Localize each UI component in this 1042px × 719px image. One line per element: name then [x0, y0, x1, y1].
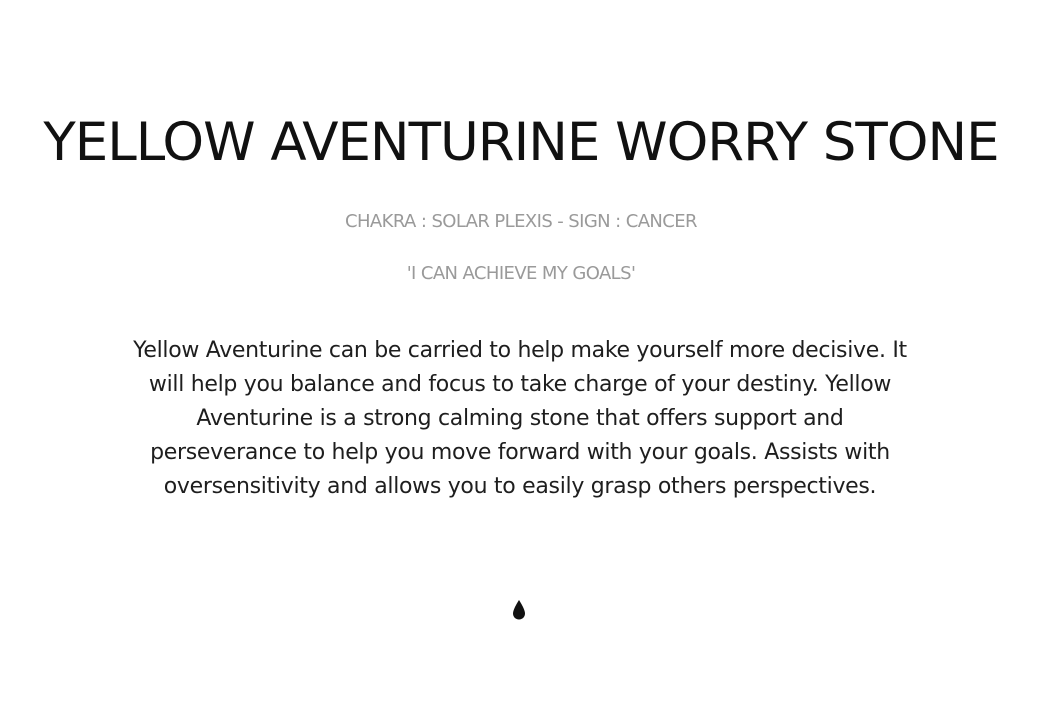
water-drop-icon — [511, 598, 527, 622]
affirmation-text: 'I CAN ACHIEVE MY GOALS' — [406, 263, 636, 284]
chakra-sign-line: CHAKRA : SOLAR PLEXIS - SIGN : CANCER — [345, 211, 697, 232]
page-title: YELLOW AVENTURINE WORRY STONE — [43, 112, 999, 173]
description-paragraph: Yellow Aventurine can be carried to help make yourself more decisive. It will help you balance and focus to take charge of your destiny. Yellow Aventurine is a strong calming stone that offers support and perseverance to help you move forward with your goals. Assists with oversensitivity and allows you to easily grasp others perspectives. — [133, 338, 907, 499]
